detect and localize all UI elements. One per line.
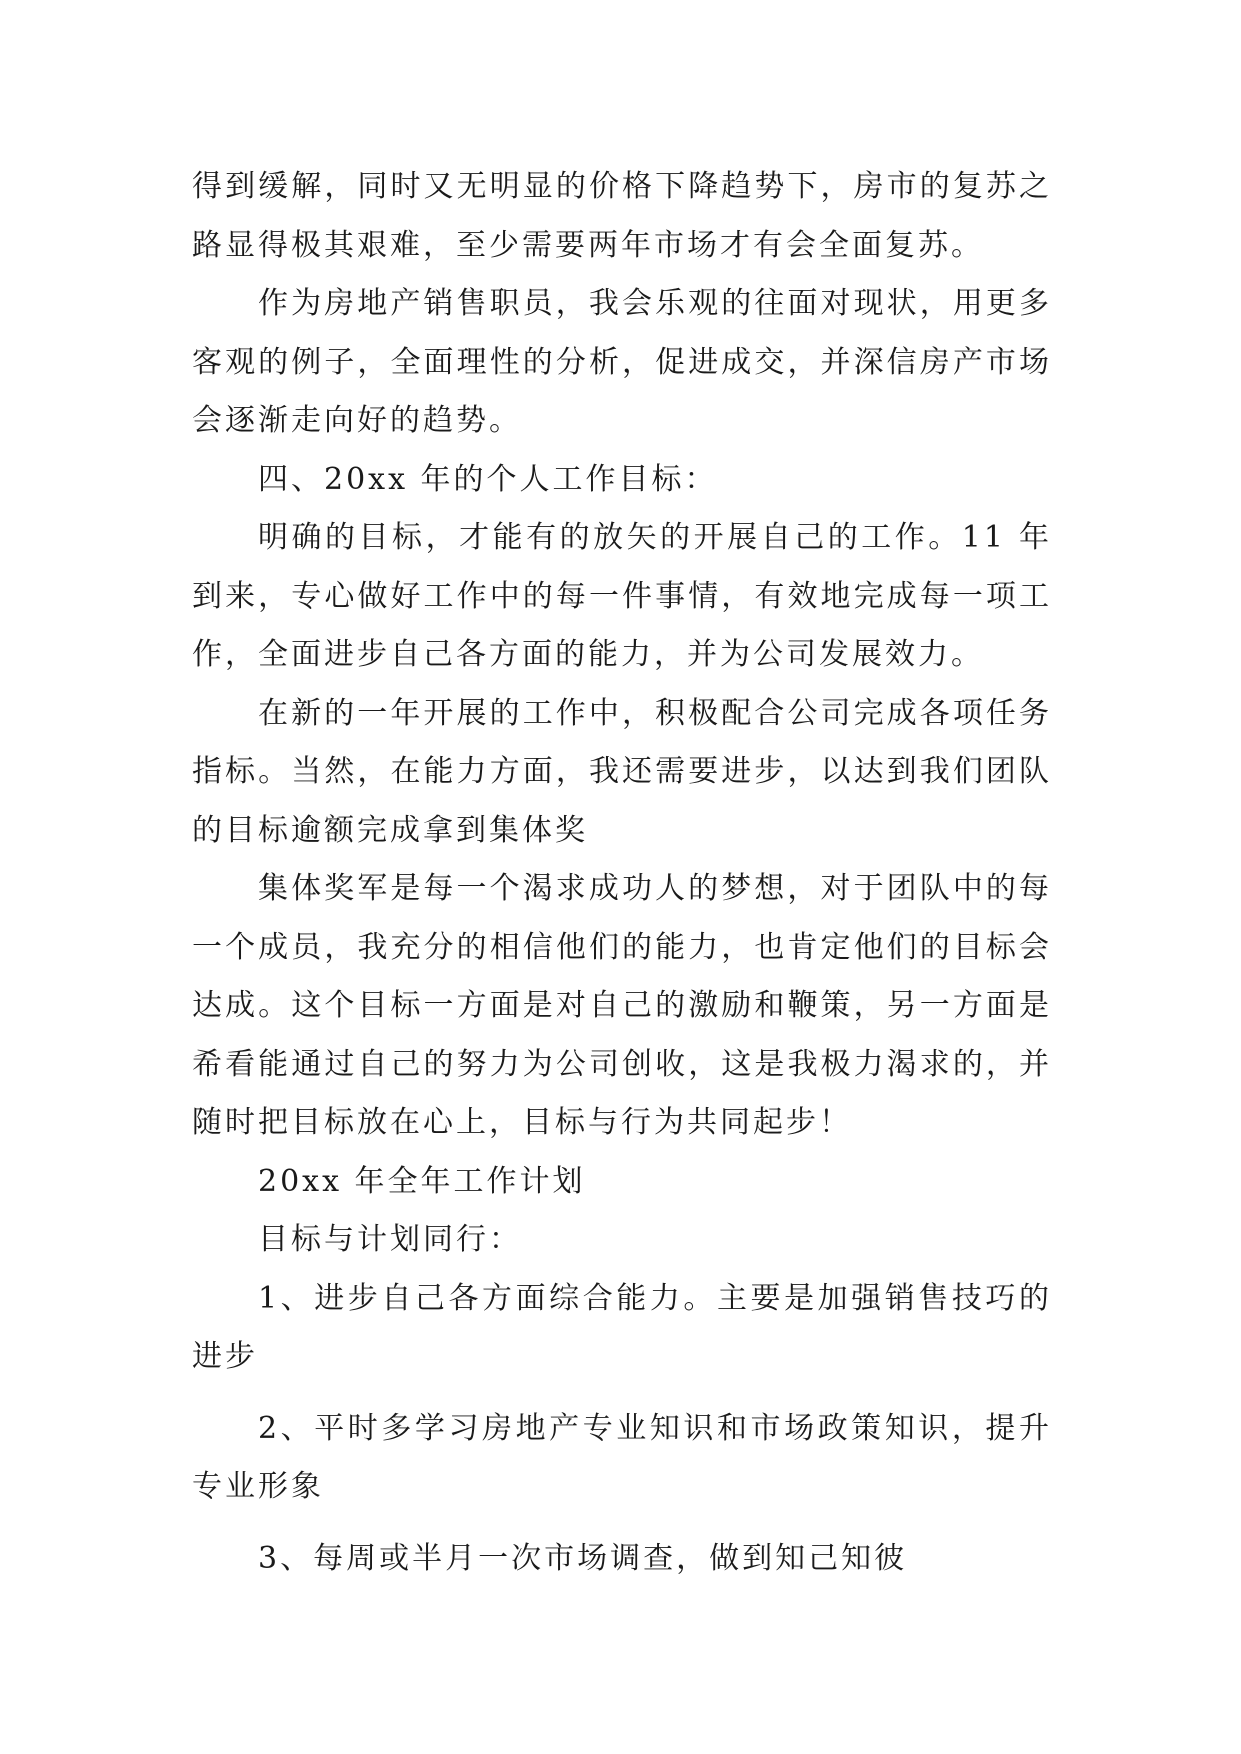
paragraph-team-award: 集体奖军是每一个渴求成功人的梦想，对于团队中的每一个成员，我充分的相信他们的能力，也肯定他们的目标会达成。这个目标一方面是对自己的激励和鞭策，另一方面是希看能通过自己的努力为公司创收，这是我极力渴求的，并随时把目标放在心上，目标与行为共同起步！ — [192, 871, 1052, 1140]
section-heading-annual-plan: 20xx 年全年工作计划 — [258, 1163, 586, 1199]
paragraph-sales-attitude: 作为房地产销售职员，我会乐观的往面对现状，用更多客观的例子，全面理性的分析，促进成交，并深信房产市场会逐渐走向好的趋势。 — [192, 286, 1052, 438]
paragraph-clear-goals: 明确的目标，才能有的放矢的开展自己的工作。11 年到来，专心做好工作中的每一件事情，有效地完成每一项工作，全面进步自己各方面的能力，并为公司发展效力。 — [192, 520, 1052, 672]
subheading-goals-and-plans: 目标与计划同行： — [258, 1222, 522, 1257]
section-heading-personal-goals: 四、20xx 年的个人工作目标： — [258, 461, 718, 497]
list-item-2: 2、平时多学习房地产专业知识和市场政策知识，提升专业形象 — [192, 1410, 1052, 1504]
list-item-3: 3、每周或半月一次市场调查，做到知己知彼 — [258, 1540, 908, 1576]
list-item-1: 1、进步自己各方面综合能力。主要是加强销售技巧的进步 — [192, 1280, 1052, 1374]
document-body — [192, 158, 1052, 1588]
paragraph-team-targets: 在新的一年开展的工作中，积极配合公司完成各项任务指标。当然，在能力方面，我还需要进步，以达到我们团队的目标逾额完成拿到集体奖 — [192, 695, 1052, 848]
paragraph-market-recovery: 得到缓解，同时又无明显的价格下降趋势下，房市的复苏之路显得极其艰难，至少需要两年市场才有会全面复苏。 — [192, 169, 1052, 263]
